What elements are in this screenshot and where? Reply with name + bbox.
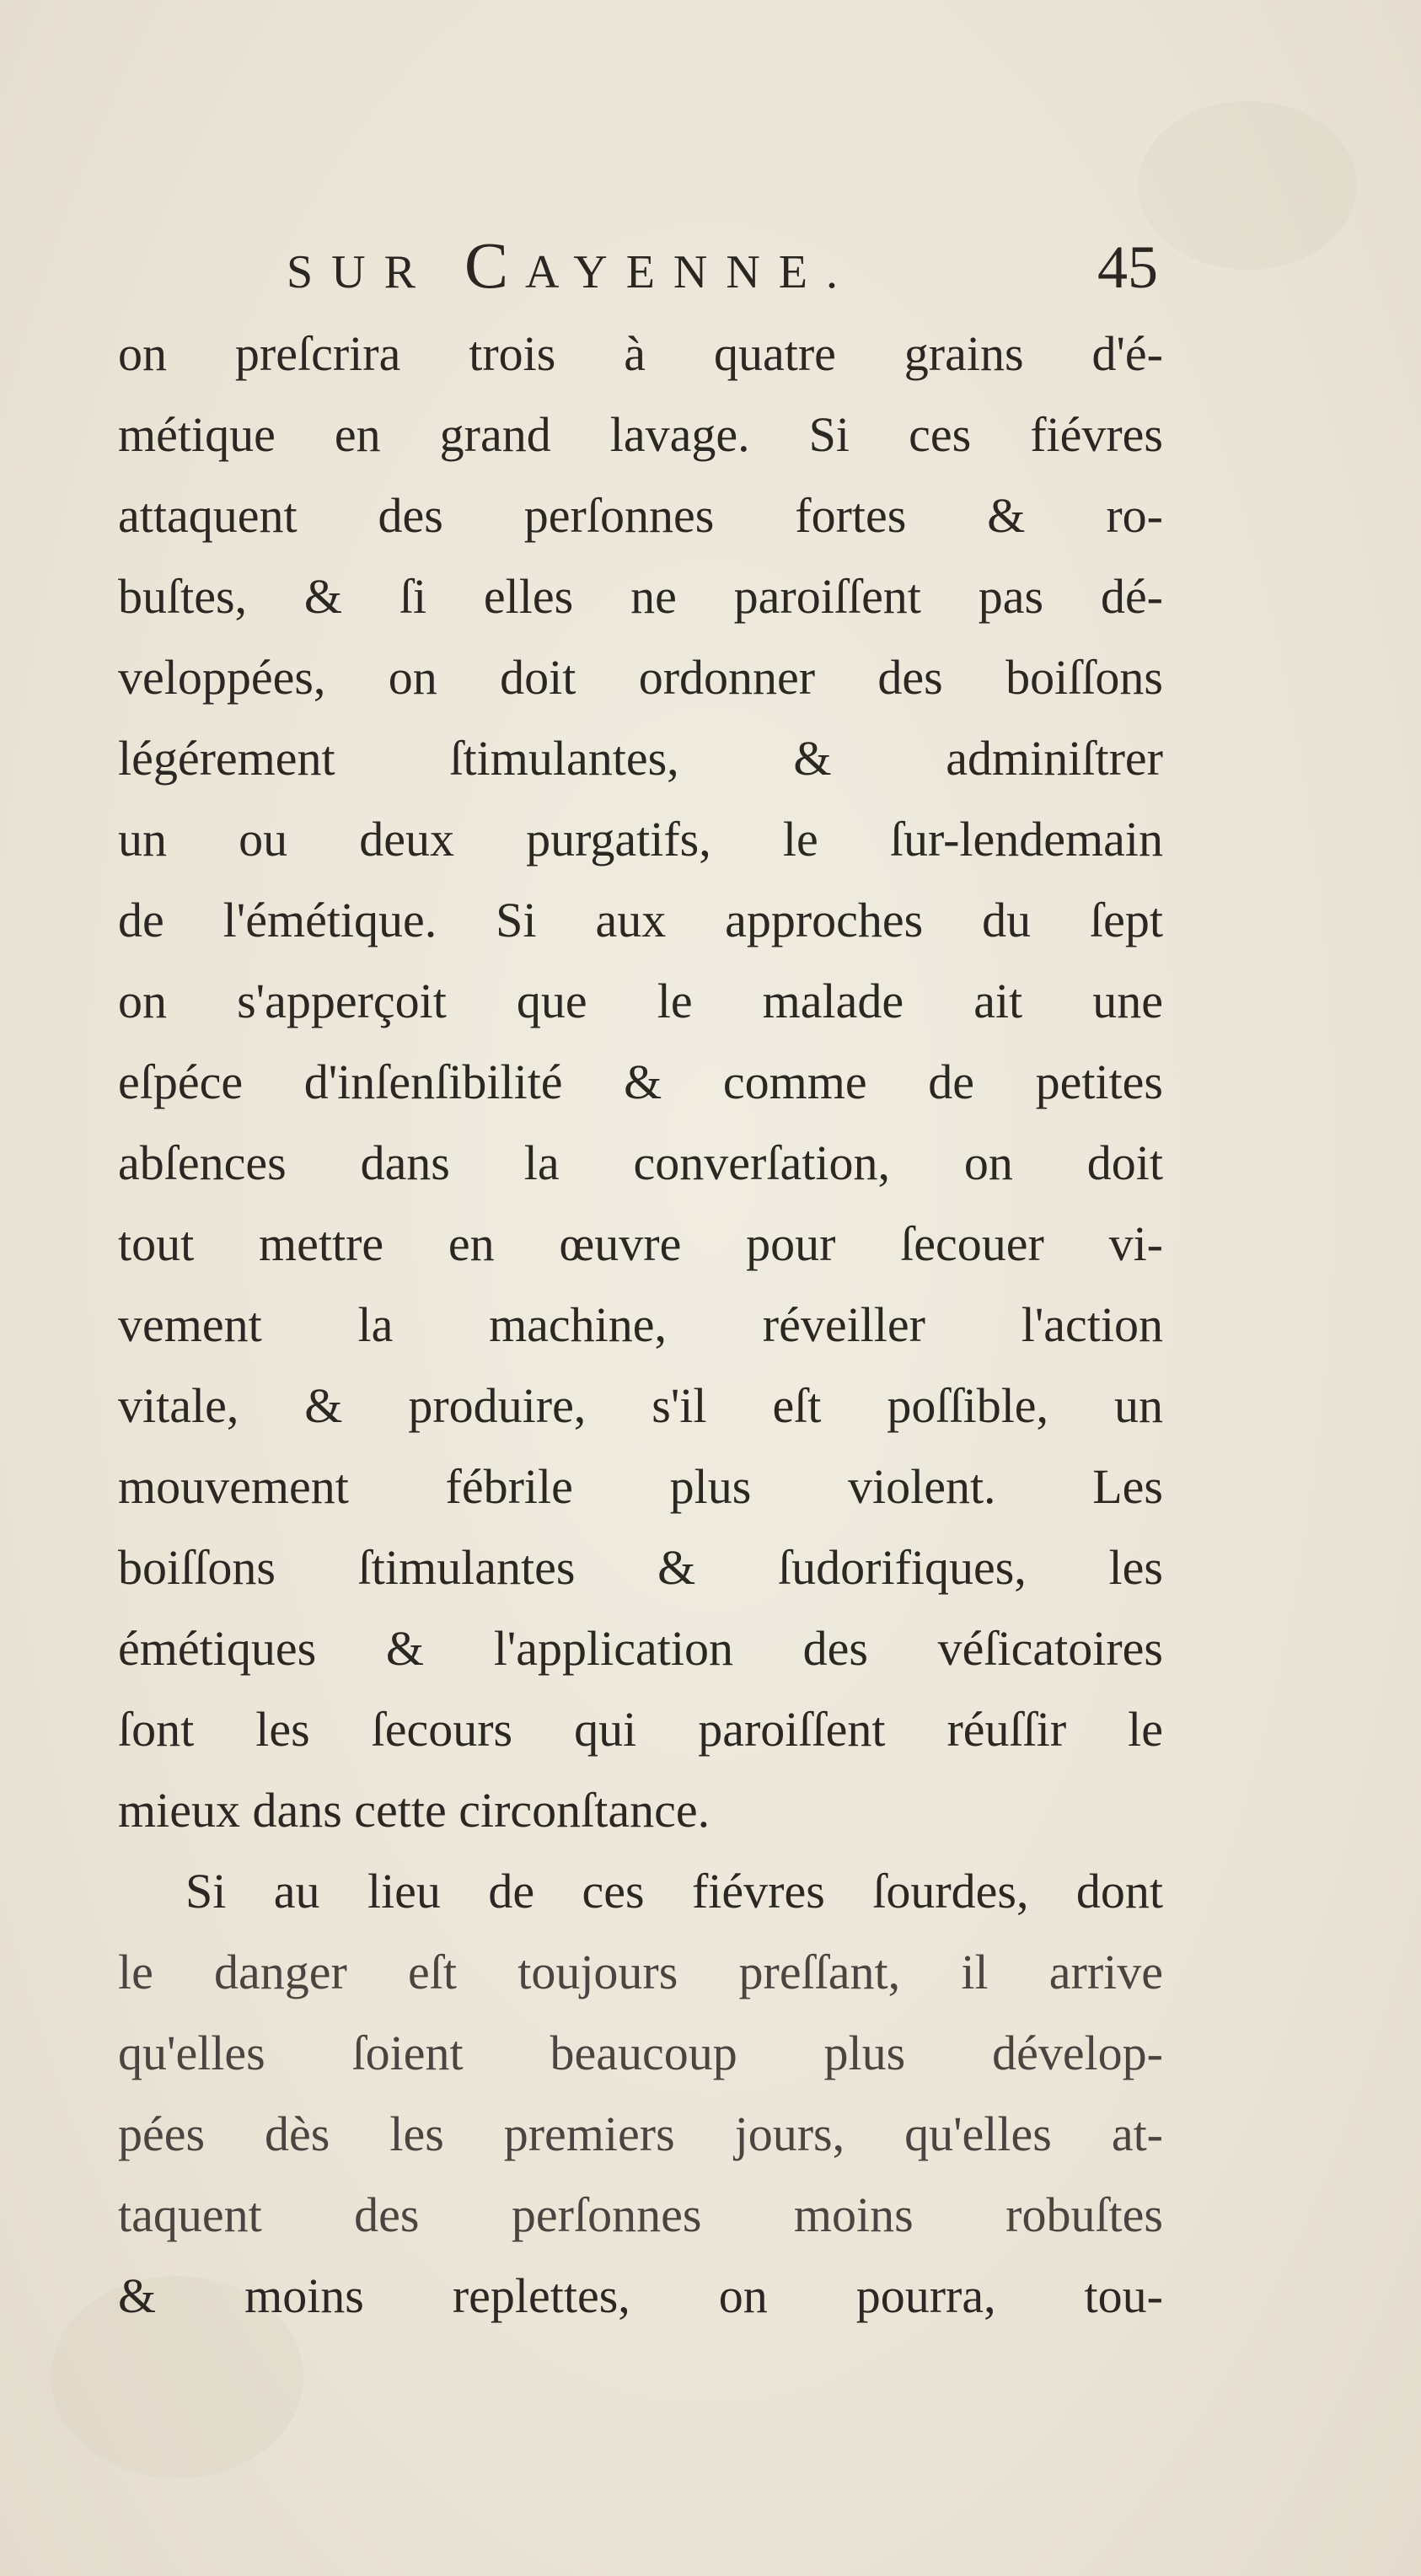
text-line: tout mettre en œuvre pour ſecouer vi-	[118, 1216, 1163, 1271]
text-line: un ou deux purgatifs, le ſur-lendemain	[118, 812, 1163, 867]
running-header	[287, 228, 1163, 312]
text-line: métique en grand lavage. Si ces fiévres	[118, 407, 1163, 462]
text-line: pées dès les premiers jours, qu'elles at-	[118, 2106, 1163, 2161]
running-title	[287, 228, 856, 303]
text-line: on s'apperçoit que le malade ait une	[118, 974, 1163, 1028]
text-line: le danger eſt toujours preſſant, il arrive	[118, 1945, 1163, 1999]
text-line: on preſcrira trois à quatre grains d'é-	[118, 326, 1163, 381]
paragraph-start-line: Si au lieu de ces fiévres ſourdes, dont	[185, 1864, 1163, 1919]
text-line: ſont les ſecours qui paroiſſent réuſſir le	[118, 1702, 1163, 1757]
text-line: abſences dans la converſation, on doit	[118, 1135, 1163, 1190]
text-line: mouvement fébrile plus violent. Les	[118, 1459, 1163, 1514]
text-line: légérement ſtimulantes, & adminiſtrer	[118, 731, 1163, 786]
text-line: émétiques & l'application des véſicatoires	[118, 1621, 1163, 1676]
running-title-initial: C	[464, 228, 525, 302]
text-line: vitale, & produire, s'il eſt poſſible, un	[118, 1378, 1163, 1433]
text-line: de l'émétique. Si aux approches du ſept	[118, 893, 1163, 947]
text-line: mieux dans cette circonſtance.	[118, 1783, 710, 1838]
text-line: buſtes, & ſi elles ne paroiſſent pas dé-	[118, 569, 1163, 624]
body-text	[118, 314, 1163, 2337]
text-line: attaquent des perſonnes fortes & ro-	[118, 488, 1163, 543]
paper-stain	[1138, 101, 1357, 270]
text-line: vement la machine, réveiller l'action	[118, 1297, 1163, 1352]
running-title-sur: SUR	[287, 246, 434, 298]
text-line: & moins replettes, on pourra, tou-	[118, 2268, 1163, 2323]
running-title-rest: AYENNE.	[524, 246, 857, 298]
text-line: taquent des perſonnes moins robuſtes	[118, 2187, 1163, 2242]
text-line: qu'elles ſoient beaucoup plus dévelop-	[118, 2026, 1163, 2080]
text-line: boiſſons ſtimulantes & ſudorifiques, les	[118, 1540, 1163, 1595]
text-line: eſpéce d'inſenſibilité & comme de petites	[118, 1055, 1163, 1109]
text-line: veloppées, on doit ordonner des boiſſons	[118, 650, 1163, 705]
page-number: 45	[1097, 233, 1158, 301]
